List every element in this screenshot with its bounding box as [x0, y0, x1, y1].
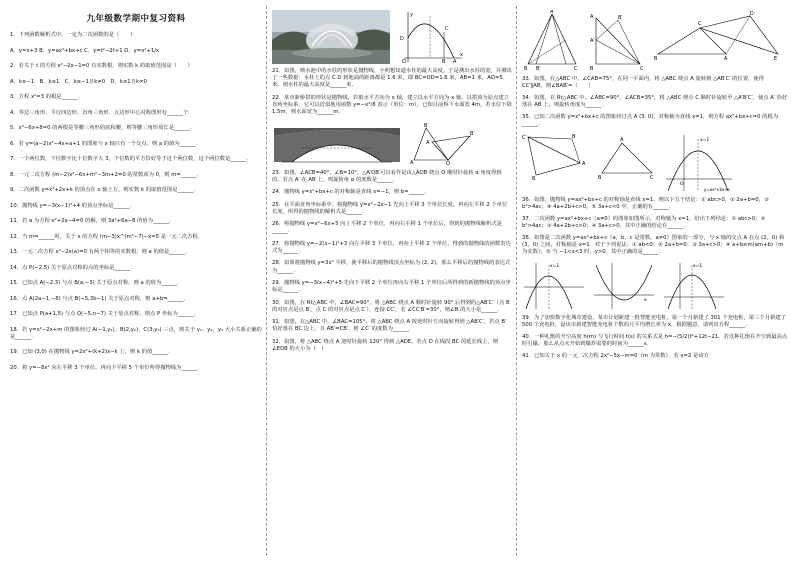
- question-37: 37．二次函数 y=ax²+bx+c（a≠0）的图象如图所示，对称轴为 x=1，给出下列结论：① abc>0；② b²>4ac；③ 4a+2b+c>0；④ 3a+c>0，其中正确的结论有______．: [522, 216, 766, 230]
- question-2-options: A．k≥−1 B．k≤1 C．k≥−1且k≠0 D．k≤1且k≠0: [10, 78, 147, 85]
- question-30: 30．如图，在 Rt△ABC 中，∠BAC=90°，将 △ABC 绕点 A 顺时针旋转 90° 后得到的△AB′C′（点 B 的对应点是点 B′，点 C 的对应点是点 C′），连接 CC′，若 ∠CC′B′=30°，则∠B 的大小是______．: [272, 299, 510, 313]
- question-23: 23．如图，∠ACB=40°，∠B=10°，△A′OB′可以看作是由△AOB 绕点 O 顺时针旋转 α 角度得到的，若点 A′ 在 AB 上，则旋转角 α 的度数是______．: [272, 169, 502, 183]
- question-26: 26．将抛物线 y=x²−6x+5 向上平移 2 个单位，再向右平移 1 个单位后，得到的抛物线解析式是______．: [272, 221, 502, 235]
- svg-text:O: O: [446, 160, 450, 166]
- svg-text:B′: B′: [536, 66, 541, 72]
- svg-text:C: C: [698, 21, 702, 27]
- question-33: 33．如图，在△ABC 中，∠CAB=75°，在同一平面内，将 △ABC 绕点 A 旋转到 △AB′C′ 的位置，使得 CC′∥AB，则∠BAB′=（ ）: [522, 76, 765, 90]
- question-38: 38．如图是二次函数 y=ax²+bx+c（a，b，c 是常数，a≠0）图象的一部分，与 x 轴的交点 A 在点 (2，0) 和 (3，0) 之间，对称轴是 x=1．对于下列说法：① ab<0；② 2a+b=0；③ 3a+c>0；④ a+b≥m(am+b)（m 为实数）；⑤ 当 −1<x<3 时，y>0，其中正确的是______．: [522, 235, 785, 256]
- question-10: 10．抛物线 y=−3(x−1)²+4 的顶点坐标是______．: [10, 202, 135, 209]
- svg-text:B: B: [598, 175, 602, 181]
- svg-text:x=1: x=1: [700, 138, 710, 143]
- rotation-diagram-36a: [522, 133, 592, 181]
- svg-text:B: B: [532, 176, 536, 181]
- svg-text:A: A: [410, 159, 414, 166]
- svg-text:B: B: [590, 66, 594, 72]
- question-14: 14．点 P(−2,5) 关于原点对称的点的坐标是______．: [10, 264, 136, 271]
- svg-text:C: C: [574, 66, 578, 72]
- question-34: 34．如图，在 Rt△ABC 中，∠ABC=90°，∠ACB=35°，将 △ABC 绕点 C 顺时针旋转至 △A′B′C′，使点 A′ 恰好落在 AB 上，则旋转角度为______．: [522, 95, 788, 109]
- svg-text:x: x: [644, 298, 647, 304]
- question-18: 18．若 y=x²−2x+m 的图象经过 A(−1,y₁)、B(2,y₂)、C(3,y₃) 三点，则关于 y₁、y₂、y₃ 大小关系正确的是______．: [10, 326, 262, 340]
- question-36: 36．如图，抛物线 y=ax²+bx+c 的对称轴是直线 x=1，则以下五个结论：① abc>0，② 2a+b=0，③ b²>4ac，④ 4a+2b+c>0，⑤ 3a+c<0 中，正确的有______．: [522, 197, 769, 211]
- question-31: 31．如图，在△ABC 中，∠BAC=105°，将 △ABC 绕点 A 按逆时针方向旋转得到 △AB′C′，若点 B′ 恰好落在 BC 边上，且 AB′=CB′，则 ∠C′ 的度数为______．: [272, 319, 507, 333]
- question-4: 4．等边三角形、平行四边形、直角三角形、五边形中心对称图形有______个．: [10, 109, 194, 116]
- question-12: 12．当 m=______时，关于 x 的方程 (m−3)x^(m²−7)−x=5 是一元二次方程．: [10, 233, 204, 240]
- question-7: 7．一个两位数，个位数字比十位数字大 3，个位数的平方恰好等于这个两位数，这个两位数是______．: [10, 156, 252, 162]
- parabola-graph-38a: [522, 261, 586, 311]
- question-5: 5．x²−6x+8=0 的两根是等腰三角形的底和腰，则等腰三角形周长是______．: [10, 125, 196, 131]
- column-divider: [266, 6, 267, 556]
- fountain-photo: [272, 10, 390, 64]
- question-27: 27．将抛物线 y=−2(x−1)²+3 向左平移 3 个单位，再向上平移 2 个单位，得到的抛物线的函数表达式为______．: [272, 240, 511, 254]
- rotation-diagram-34: [588, 10, 648, 72]
- svg-text:A: A: [724, 56, 728, 62]
- svg-text:A: A: [620, 137, 624, 143]
- question-17: 17．已知点 P(a+1,5) 与点 Q(−5,n−7) 关于原点对称，则点 P 坐标为______．: [10, 311, 199, 317]
- svg-text:D: D: [400, 36, 404, 42]
- svg-text:B′: B′: [572, 134, 577, 140]
- parabola-graph-36: [664, 133, 734, 193]
- svg-text:x=1: x=1: [693, 264, 703, 270]
- svg-text:O: O: [680, 182, 684, 187]
- svg-text:y: y: [410, 12, 413, 18]
- svg-text:x=1: x=1: [550, 264, 560, 270]
- parabola-graph-38b: [592, 261, 656, 311]
- svg-text:B′: B′: [618, 15, 623, 21]
- question-35: 35．已知二次函数 y=x²+bx+c 的图象经过点 A (3, 0)，对称轴为直线 x=1，则方程 ax²+bx+c=0 的根为______．: [522, 114, 779, 128]
- svg-text:B′: B′: [470, 130, 475, 137]
- question-29: 29．抛物线 y=−3(x−4)²+5 先向下平移 2 个单位再向右平移 1 个单位后所得到的新抛物线的顶点坐标是______．: [272, 279, 511, 294]
- rotation-triangle-diagram-23: [408, 122, 476, 166]
- question-40: 40．一种礼炮的升空高度 h(m) 与飞行时间 t(s) 的关系式是 h=−(5/2)t²+12t−21．若这种礼炮在升空到最高点时引爆，那么从点火开始到爆炸需要的时间为______s．: [522, 334, 788, 348]
- question-39: 39．为了加快数字化城市建设，某市计划新建一批智能充电桩，第一个月新建了 301 个充电桩，第三个月新建了 500 个充电桩，设该市新建智能充电桩个数的月平均增长率为 x，根据题意，请列出方程______．: [522, 315, 786, 329]
- question-25: 25．在平面直角坐标系中，将抛物线 y=x²−2x−1 先向上平移 3 个单位长度，再向左平移 2 个单位长度，所得的抛物线的解析式是______．: [272, 201, 508, 215]
- svg-text:C′: C′: [522, 135, 527, 141]
- question-15: 15．已知点 A(−2,3) 与点 B(a,−3) 关于原点对称，则 a 的值为______．: [10, 280, 183, 286]
- question-13: 13．一元二次方程 x²−2x(a)=0 有两个相等的实数根，则 a 的值是______．: [10, 249, 191, 255]
- svg-text:A: A: [453, 59, 457, 64]
- svg-text:O: O: [402, 59, 406, 64]
- svg-text:A′: A′: [426, 139, 431, 146]
- svg-text:C: C: [650, 175, 654, 181]
- svg-text:B: B: [524, 66, 528, 72]
- question-22: 22．某市新桥拱的形状是抛物线，若取水平方向为 x 轴，建立以水平方向为 x 轴，以拱顶为原点建立直角坐标系，它可以近似地用函数 y=−x²/8 表示（单位：m），已知目前桥下水面宽 4m，若水位下降 1.5m，则水面宽为______m．: [272, 94, 512, 116]
- question-3: 3．方程 x²=3 的根是______．: [10, 94, 83, 100]
- svg-text:E: E: [774, 56, 778, 62]
- column-divider: [516, 6, 517, 556]
- question-1-options: A．y=x+3 B．y=ax²+bx+c C．y=t²−2t+1 D．y=x²+1/x: [10, 47, 160, 54]
- question-32: 32．如图，将 △ABC 绕点 A 逆时针旋转 120° 得到 △ADE，若点 D 在线段 BC 的延长线上，则 ∠EDB 的大小为（ ）: [272, 338, 499, 352]
- svg-text:A: A: [582, 161, 586, 167]
- question-11: 11．若 a 为方程 x²+2x−4=0 的解，则 3a²+6a−8 的值为______．: [10, 218, 175, 224]
- rotation-triangle-diagram-33: [522, 10, 582, 72]
- svg-text:A′: A′: [590, 38, 595, 44]
- svg-text:C: C: [640, 66, 644, 72]
- column-2: [272, 8, 512, 556]
- question-2: 2．若关于 t 的方程 x²−2x−1=0 有实数根，则实数 k 的取值范围是（ ）: [10, 63, 193, 69]
- svg-text:A: A: [550, 10, 554, 15]
- question-24: 24．抛物线 y=x²+bx+c 的对称轴是直线 x=−1，则 b=______．: [272, 189, 430, 196]
- svg-text:B: B: [424, 122, 428, 129]
- question-9: 9．二次函数 y=x²+2x+k 的顶点在 x 轴上方，则实数 k 的取值范围是______．: [10, 187, 199, 193]
- question-1: 1．下列函数解析式中，一定为二次函数的是（ ）: [10, 32, 136, 38]
- svg-text:x: x: [460, 52, 463, 58]
- svg-text:D: D: [750, 11, 754, 17]
- rotation-diagram-35: [654, 10, 782, 72]
- column-1: [10, 8, 262, 556]
- question-6: 6．若 y=(a−2)x²−4x+a+1 的图象与 x 轴只有一个交点，则 a 的值为______．: [10, 140, 201, 147]
- question-8: 8．一元二次方程 (m−2)x²−6x+m²−3m+2=0 的常数项为 0，则 m=______．: [10, 171, 203, 178]
- question-28: 28．如果将抛物线 y=3x² 平移，使平移后的抛物线顶点坐标为 (2, 2)，那么平移后的抛物线的表达式为______．: [272, 260, 511, 274]
- parabola-graph-38c: [662, 261, 726, 311]
- question-21: 21．如图，喷水池中的水柱的形状是抛物线，小明想知道水柱的最大高度，于是测出水柱的宽，并测出了一些数据：水柱上的点 C D 到地面的距离都是 1.6 米，即 BC=OD=1.6 米，AB=1 米，AO=5 米，则水柱的最大高度是______米．: [272, 68, 512, 89]
- worksheet-title: 九年级数学期中复习资料: [86, 14, 186, 24]
- svg-text:B: B: [442, 59, 446, 64]
- question-16: 16．点 A(2a−1,−8) 与点 B(−5,3b−1) 关于原点对称，则 a+b=______．: [10, 295, 189, 302]
- parabola-fountain-diagram: [396, 10, 466, 64]
- column-3: [522, 8, 788, 556]
- svg-text:C: C: [445, 26, 449, 32]
- question-20: 20．将 y=−8x² 向左平移 3 个单位，再向下平移 5 个单位所得抛物线为______．: [10, 364, 203, 371]
- question-41: 41．已知关于 x 的一元二次方程 2x²−5x−m=0（m 为常数）．若 x=2 是该方: [522, 353, 709, 360]
- bridge-arch-diagram: [272, 122, 402, 166]
- svg-text:B: B: [654, 56, 658, 62]
- svg-text:y=ax²+bx+c: y=ax²+bx+c: [704, 187, 730, 192]
- question-19: 19．已知 (3,0) 在抛物线 y=2x²+(k+2)x−k 上，则 k 的值______．: [10, 349, 174, 356]
- svg-text:A: A: [590, 14, 594, 20]
- rotation-diagram-36b: [598, 133, 658, 181]
